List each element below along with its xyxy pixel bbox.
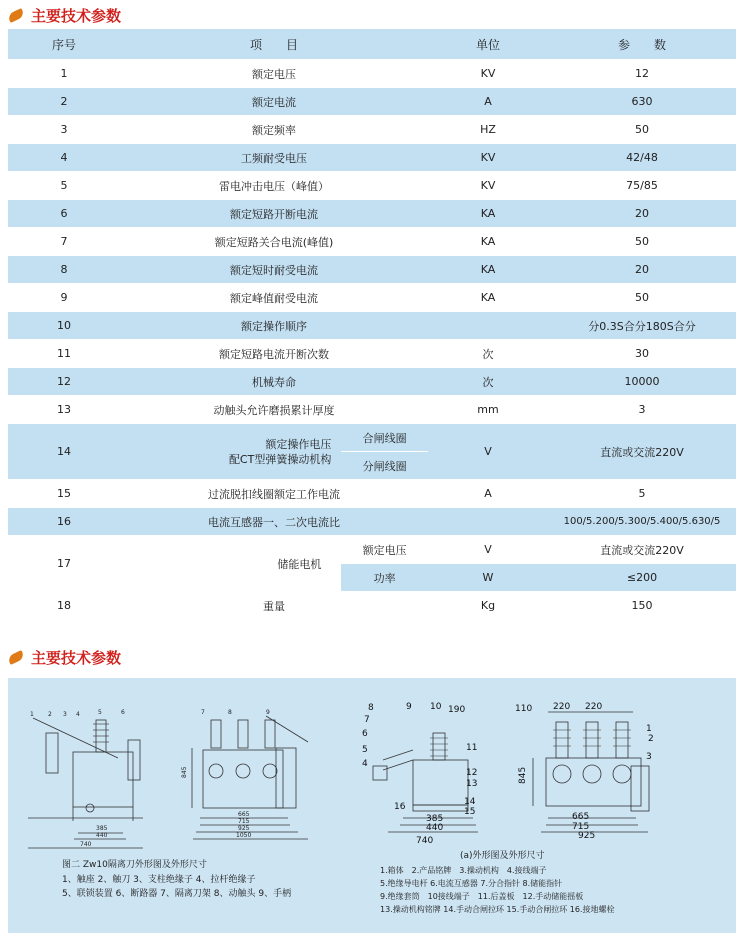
row-item: 机械寿命 [120,368,428,396]
row-unit: KA [428,284,548,312]
row-no: 8 [8,256,120,284]
fig1-dim-385: 385 [96,825,108,832]
row-no: 4 [8,144,120,172]
fig2-callout-6: 6 [362,729,368,739]
leaf-icon [7,650,25,665]
fig2-callout-13: 13 [466,779,478,789]
fig2-callout-9: 9 [406,702,412,712]
fig2-dim-440: 440 [426,823,444,833]
fig2-callout-8: 8 [368,703,374,713]
fig1-front-body [203,750,283,808]
row-no: 9 [8,284,120,312]
row15-value: 5 [548,480,736,508]
section-title-spec: 主要技术参数 [8,4,121,26]
row-unit: 次 [428,340,548,368]
table-row-16 [8,508,736,536]
row17-no: 17 [8,536,120,592]
row-no: 2 [8,88,120,116]
fig2-callout-1: 1 [646,724,652,734]
table-row [8,200,736,228]
section-title-diagrams: 主要技术参数 [8,646,121,668]
fig1-dim-665: 665 [238,811,250,818]
row-value: 50 [548,284,736,312]
fig2-callout-7: 7 [364,715,370,725]
row-value: 50 [548,116,736,144]
row18-no: 18 [8,592,120,620]
table-row [8,340,736,368]
fig2-dim-740: 740 [416,836,434,846]
fig2-dim-220b: 220 [585,702,603,712]
row-no: 7 [8,228,120,256]
fig1-callout-9: 9 [266,709,270,716]
table-row [8,228,736,256]
table-row [8,312,736,340]
row15-unit: A [428,480,548,508]
fig2-caption-title: (a)外形图及外形尺寸 [460,851,545,861]
row17-unit2: W [428,564,548,592]
row15-no: 15 [8,480,120,508]
fig1-dim-715: 715 [238,818,250,825]
fig2-callout-14: 14 [464,797,476,807]
fig1-side-body [73,752,133,807]
table-row [8,172,736,200]
row-unit: KV [428,172,548,200]
row16-no: 16 [8,508,120,536]
fig2-dim-385: 385 [426,814,444,824]
table-row [8,60,736,88]
row-no: 3 [8,116,120,144]
fig2-caption-line3: 9.绝缘套筒 10接线端子 11.后盖板 12.手动储能摇板 [380,892,584,901]
spec-table [8,29,736,620]
row-value: 630 [548,88,736,116]
fig2-callout-5: 5 [362,745,368,755]
row-no: 12 [8,368,120,396]
row-no: 13 [8,396,120,424]
row-unit: mm [428,396,548,424]
row-item: 工频耐受电压 [120,144,428,172]
fig2-dim-110: 110 [515,704,533,714]
fig2-caption-line1: 1.箱体 2.产品铭牌 3.操动机构 4.接线端子 [380,866,547,875]
row15-item: 过流脱扣线圈额定工作电流 [120,480,428,508]
fig2-callout-11: 11 [466,743,478,753]
row-value: 10000 [548,368,736,396]
row18-item: 重量 [120,592,428,620]
spec-rows [8,60,736,424]
fig1-dim-925: 925 [238,825,250,832]
header-no: 序号 [8,29,120,60]
row-value: 30 [548,340,736,368]
table-row-18 [8,592,736,620]
row-unit: KV [428,60,548,88]
row-value: 12 [548,60,736,88]
fig1-callout-1: 1 [30,711,34,718]
fig1-callout-3: 3 [63,711,67,718]
fig1-caption-title: 图二 Zw10隔离刀外形图及外形尺寸 [62,860,207,870]
table-row [8,284,736,312]
fig2-callout-16: 16 [394,802,406,812]
fig1-caption-line1: 1、触座 2、触刀 3、支柱绝缘子 4、拉杆绝缘子 [62,875,256,885]
row-item: 额定频率 [120,116,428,144]
table-row-14a [8,424,736,452]
fig2-caption-line4: 13.操动机构铭牌 14.手动合闸拉环 15.手动合闸拉环 16.接地螺栓 [380,905,615,914]
row-item: 额定短路关合电流(峰值) [120,228,428,256]
fig1-callout-8: 8 [228,709,232,716]
row17-sub2: 功率 [341,564,428,592]
fig2-caption-line2: 5.绝缘导电杆 6.电流互感器 7.分合指针 8.储能指针 [380,879,563,888]
row18-value: 150 [548,592,736,620]
row-item: 额定短路开断电流 [120,200,428,228]
row18-unit: Kg [428,592,548,620]
row-unit: KV [428,144,548,172]
fig2-side-body [413,760,468,805]
row-unit: 次 [428,368,548,396]
row-unit: KA [428,256,548,284]
row-item: 额定操作顺序 [120,312,428,340]
fig2-callout-15: 15 [464,807,476,817]
row17-unit1: V [428,536,548,564]
fig2-callout-10: 10 [430,702,442,712]
table-row [8,116,736,144]
fig1-dim-845: 845 [181,766,188,778]
row14-unit: V [428,424,548,480]
diagram-panel [8,678,736,933]
header-unit: 单位 [428,29,548,60]
fig2-dim-220a: 220 [553,702,571,712]
fig2-dim-665: 665 [572,812,590,822]
table-row [8,368,736,396]
fig2-dim-190: 190 [448,705,466,715]
row-no: 6 [8,200,120,228]
table-row [8,256,736,284]
fig1-callout-6: 6 [121,709,125,716]
row-value: 20 [548,200,736,228]
header-item: 项 目 [120,29,428,60]
table-row [8,144,736,172]
fig2-callout-4: 4 [362,759,368,769]
row17-value2: ≤200 [548,564,736,592]
row14-no: 14 [8,424,120,480]
leaf-icon [7,8,25,23]
row-item: 额定短路电流开断次数 [120,340,428,368]
row-value: 42/48 [548,144,736,172]
row16-item: 电流互感器一、二次电流比 [120,508,428,536]
row14-value: 直流或交流220V [548,424,736,480]
fig2-dim-845: 845 [518,766,528,784]
fig2-callout-3: 3 [646,752,652,762]
header-value: 参 数 [548,29,736,60]
fig1-dim-440: 440 [96,832,108,839]
row16-value: 100/5.200/5.300/5.400/5.630/5 [548,508,736,536]
row14-sub1: 合闸线圈 [341,424,428,452]
row14-item: 额定操作电压 配CT型弹簧操动机构 [120,424,341,480]
row14-sub2: 分闸线圈 [341,452,428,480]
fig1-callout-7: 7 [201,709,205,716]
table-header-row [8,29,736,60]
fig1-caption-line2: 5、联锁装置 6、断路器 7、隔离刀架 8、动触头 9、手柄 [62,889,292,899]
fig1-callout-5: 5 [98,709,102,716]
row-value: 3 [548,396,736,424]
row-value: 75/85 [548,172,736,200]
row17-value1: 直流或交流220V [548,536,736,564]
row-item: 额定电流 [120,88,428,116]
fig1-callout-2: 2 [48,711,52,718]
row-no: 5 [8,172,120,200]
row-value: 20 [548,256,736,284]
row17-sub1: 额定电压 [341,536,428,564]
table-row [8,396,736,424]
row-unit: KA [428,200,548,228]
row-no: 1 [8,60,120,88]
row-item: 动触头允许磨损累计厚度 [120,396,428,424]
row-no: 10 [8,312,120,340]
row-item: 额定电压 [120,60,428,88]
table-row-15 [8,480,736,508]
table-row-17a [8,536,736,564]
fig1-callout-4: 4 [76,711,80,718]
row-unit [428,312,548,340]
row-unit: KA [428,228,548,256]
row16-unit [428,508,548,536]
fig2-dim-715: 715 [572,822,590,832]
row-item: 额定峰值耐受电流 [120,284,428,312]
row-item: 雷电冲击电压（峰值） [120,172,428,200]
fig2-dim-925: 925 [578,831,596,841]
fig1-dim-740: 740 [80,841,92,848]
row-item: 额定短时耐受电流 [120,256,428,284]
row-unit: HZ [428,116,548,144]
fig2-callout-12: 12 [466,768,478,778]
row-value: 分0.3S合分180S合分 [548,312,736,340]
fig2-callout-2: 2 [648,734,654,744]
row-no: 11 [8,340,120,368]
table-row [8,88,736,116]
row17-item: 储能电机 [120,536,341,592]
row-unit: A [428,88,548,116]
fig1-dim-1050: 1050 [236,832,252,839]
row-value: 50 [548,228,736,256]
